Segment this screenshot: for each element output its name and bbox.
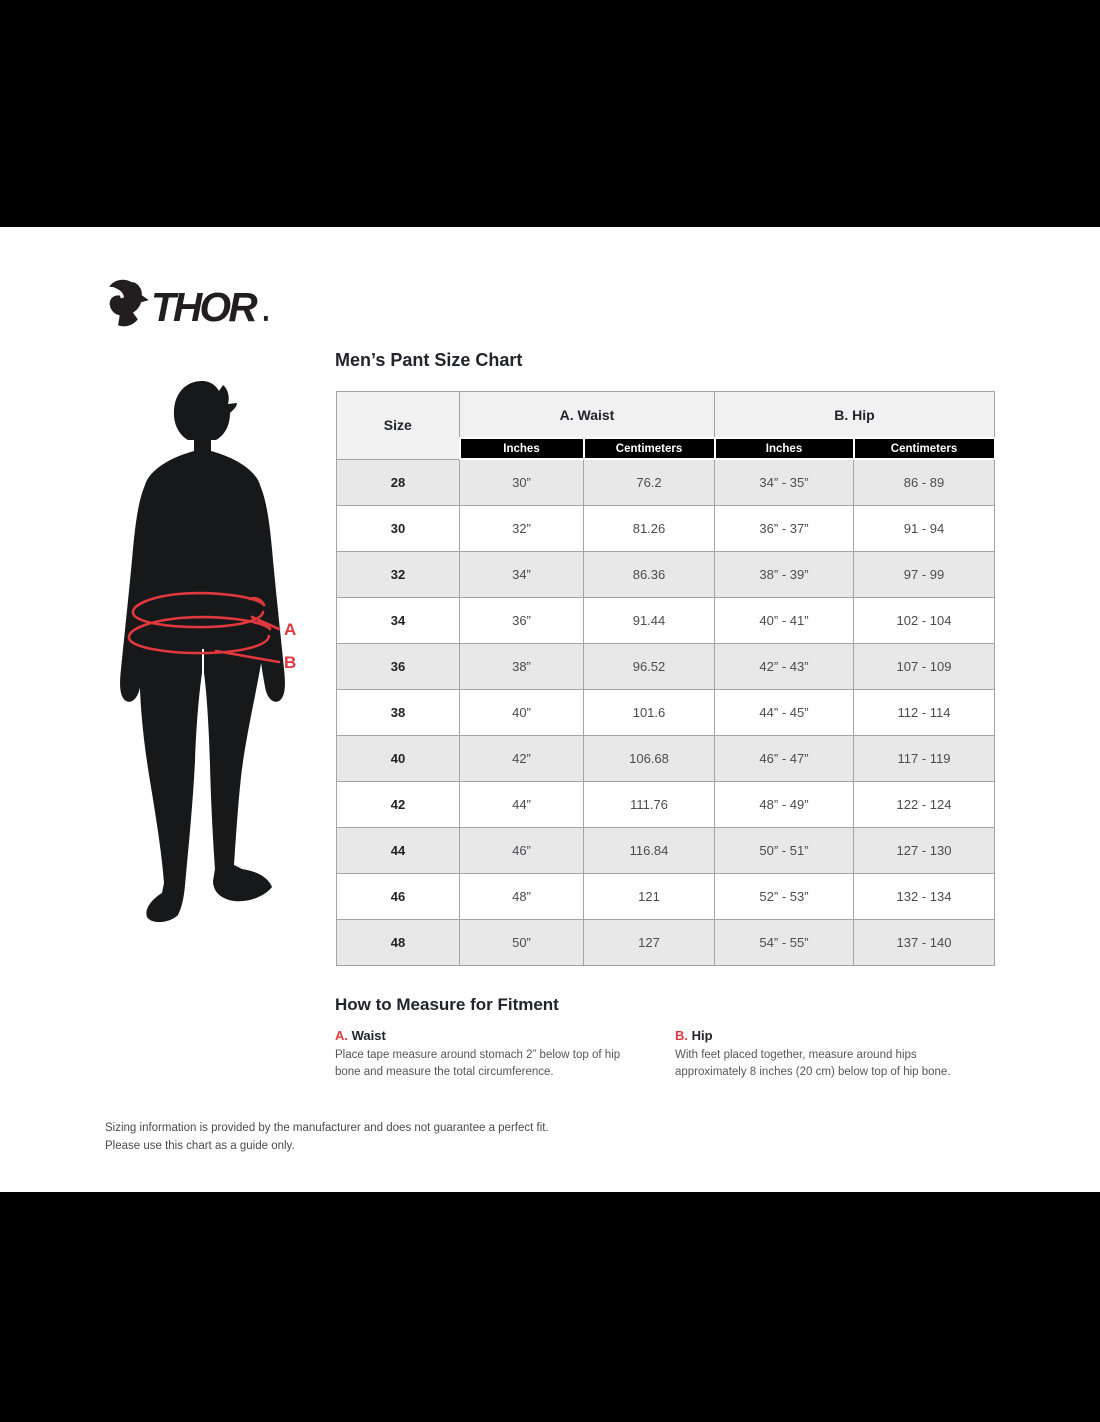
male-silhouette xyxy=(120,381,285,922)
howto-items xyxy=(335,1028,1015,1082)
value-cell: 38” xyxy=(460,643,584,689)
value-cell: 121 xyxy=(584,873,715,919)
value-cell: 122 - 124 xyxy=(854,781,995,827)
value-cell: 48” - 49” xyxy=(715,781,854,827)
value-cell: 38” - 39” xyxy=(715,551,854,597)
value-cell: 34” - 35” xyxy=(715,459,854,505)
value-cell: 52” - 53” xyxy=(715,873,854,919)
value-cell: 36” - 37” xyxy=(715,505,854,551)
value-cell: 44” - 45” xyxy=(715,689,854,735)
table-row xyxy=(337,643,995,689)
logo-mark-dot xyxy=(264,316,268,321)
table-row xyxy=(337,919,995,965)
howto-text: With feet placed together, measure around hips approximately 8 inches (20 cm) below top of hip bone. xyxy=(675,1049,951,1079)
howto-item xyxy=(675,1028,983,1082)
male-silhouette-figure xyxy=(116,377,334,937)
value-cell: 36” xyxy=(460,597,584,643)
value-cell: 111.76 xyxy=(584,781,715,827)
value-cell: 34” xyxy=(460,551,584,597)
value-cell: 112 - 114 xyxy=(854,689,995,735)
howto-item-title xyxy=(335,1028,643,1043)
col-group-hip: B. Hip xyxy=(715,392,995,439)
table-row xyxy=(337,873,995,919)
size-cell: 44 xyxy=(337,827,460,873)
howto-name: Hip xyxy=(688,1028,713,1043)
value-cell: 42” xyxy=(460,735,584,781)
table-row xyxy=(337,505,995,551)
value-cell: 132 - 134 xyxy=(854,873,995,919)
value-cell: 86 - 89 xyxy=(854,459,995,505)
disclaimer xyxy=(105,1120,549,1156)
size-cell: 48 xyxy=(337,919,460,965)
page-title: Men’s Pant Size Chart xyxy=(335,350,523,370)
brand-logo-text: THOR xyxy=(150,283,255,330)
thor-goat-head-icon xyxy=(109,280,148,327)
value-cell: 91.44 xyxy=(584,597,715,643)
value-cell: 32” xyxy=(460,505,584,551)
howto-letter: A. xyxy=(335,1028,348,1043)
col-group-waist: A. Waist xyxy=(460,392,715,439)
size-cell: 28 xyxy=(337,459,460,505)
value-cell: 54” - 55” xyxy=(715,919,854,965)
size-table xyxy=(336,391,996,966)
value-cell: 46” xyxy=(460,827,584,873)
value-cell: 91 - 94 xyxy=(854,505,995,551)
howto-item xyxy=(335,1028,643,1082)
table-row xyxy=(337,551,995,597)
value-cell: 46” - 47” xyxy=(715,735,854,781)
bottom-letterbox xyxy=(0,1192,1100,1422)
col-header-waist-inches: Inches xyxy=(460,438,584,459)
value-cell: 117 - 119 xyxy=(854,735,995,781)
col-header-waist-cm: Centimeters xyxy=(584,438,715,459)
value-cell: 42” - 43” xyxy=(715,643,854,689)
table-group-header-row xyxy=(337,392,995,439)
value-cell: 76.2 xyxy=(584,459,715,505)
value-cell: 127 xyxy=(584,919,715,965)
howto-letter: B. xyxy=(675,1028,688,1043)
figure-label-a: A xyxy=(284,620,297,639)
value-cell: 97 - 99 xyxy=(854,551,995,597)
value-cell: 107 - 109 xyxy=(854,643,995,689)
table-row xyxy=(337,597,995,643)
col-header-size: Size xyxy=(337,392,460,460)
howto-heading: How to Measure for Fitment xyxy=(335,995,559,1014)
size-cell: 32 xyxy=(337,551,460,597)
figure-label-b: B xyxy=(284,653,297,672)
howto-item-title xyxy=(675,1028,983,1043)
value-cell: 81.26 xyxy=(584,505,715,551)
value-cell: 106.68 xyxy=(584,735,715,781)
disclaimer-line2: Please use this chart as a guide only. xyxy=(105,1139,295,1152)
value-cell: 40” xyxy=(460,689,584,735)
value-cell: 86.36 xyxy=(584,551,715,597)
value-cell: 127 - 130 xyxy=(854,827,995,873)
size-cell: 46 xyxy=(337,873,460,919)
size-cell: 36 xyxy=(337,643,460,689)
col-header-hip-cm: Centimeters xyxy=(854,438,995,459)
table-row xyxy=(337,827,995,873)
col-header-hip-inches: Inches xyxy=(715,438,854,459)
top-letterbox xyxy=(0,0,1100,227)
table-row xyxy=(337,689,995,735)
table-row xyxy=(337,459,995,505)
size-cell: 38 xyxy=(337,689,460,735)
size-cell: 34 xyxy=(337,597,460,643)
value-cell: 50” - 51” xyxy=(715,827,854,873)
value-cell: 137 - 140 xyxy=(854,919,995,965)
value-cell: 40” - 41” xyxy=(715,597,854,643)
value-cell: 48” xyxy=(460,873,584,919)
howto-name: Waist xyxy=(348,1028,386,1043)
value-cell: 50” xyxy=(460,919,584,965)
size-table-body xyxy=(337,459,995,965)
value-cell: 102 - 104 xyxy=(854,597,995,643)
size-cell: 30 xyxy=(337,505,460,551)
table-row xyxy=(337,781,995,827)
size-cell: 40 xyxy=(337,735,460,781)
value-cell: 101.6 xyxy=(584,689,715,735)
size-cell: 42 xyxy=(337,781,460,827)
size-chart-sheet xyxy=(0,227,1100,1192)
brand-logo xyxy=(106,275,276,335)
value-cell: 96.52 xyxy=(584,643,715,689)
disclaimer-line1: Sizing information is provided by the manufacturer and does not guarantee a perfect fit. xyxy=(105,1122,549,1134)
value-cell: 44” xyxy=(460,781,584,827)
table-row xyxy=(337,735,995,781)
value-cell: 30” xyxy=(460,459,584,505)
value-cell: 116.84 xyxy=(584,827,715,873)
howto-text: Place tape measure around stomach 2” below top of hip bone and measure the total circumference. xyxy=(335,1049,621,1079)
